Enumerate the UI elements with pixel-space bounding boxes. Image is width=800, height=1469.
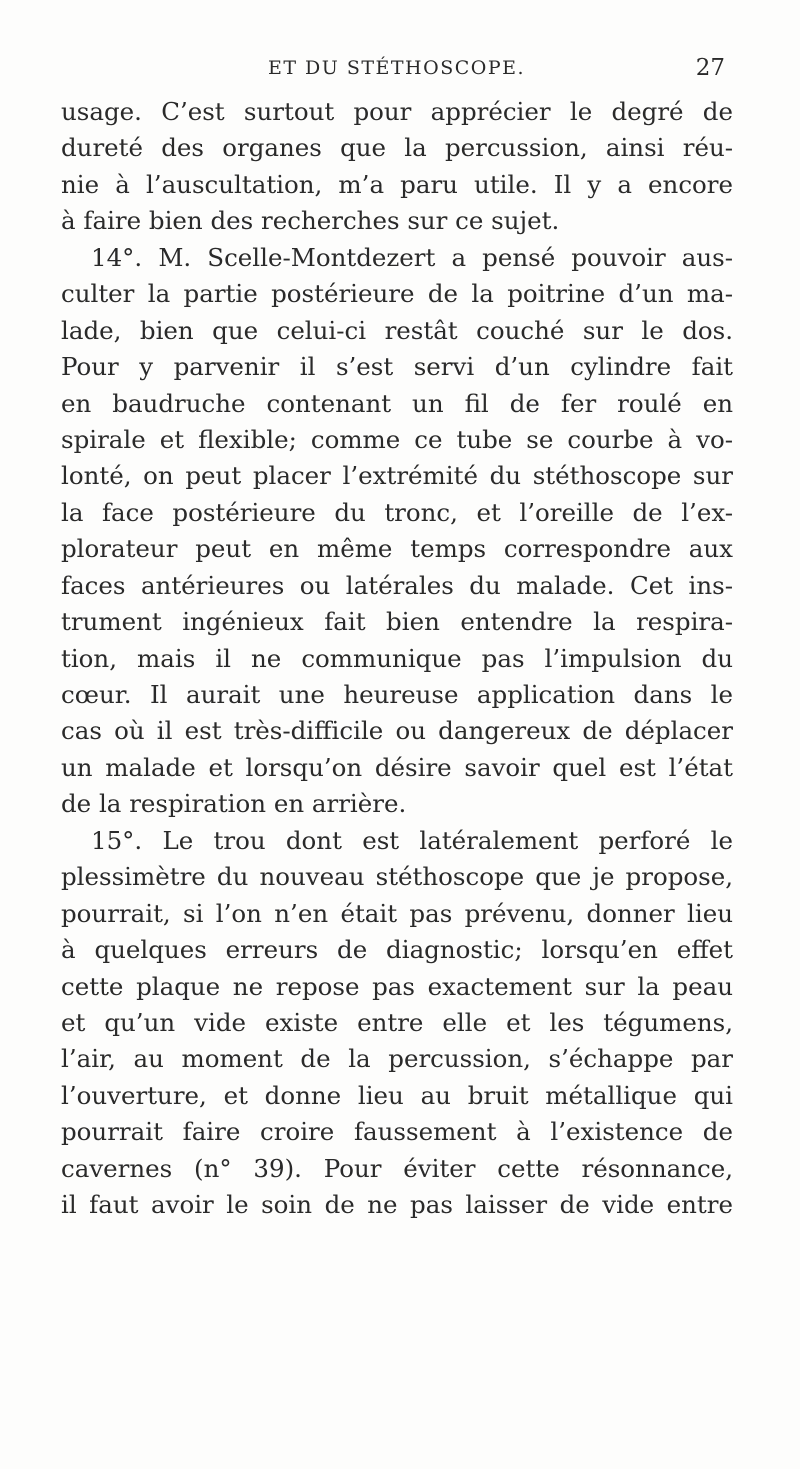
text-line: dureté des organes que la percussion, ainsi réu- [61,133,733,163]
text-line: pourrait faire croire faussement à l’existence de [61,1117,733,1147]
text-line: spirale et flexible; comme ce tube se courbe à vo- [61,424,733,454]
text-line: cœur. Il aurait une heureuse application dans le [61,680,733,709]
running-head [64,53,729,83]
text-line: l’air, au moment de la percussion, s’échappe par [61,1044,733,1074]
text-line: en baudruche contenant un fil de fer roulé en [61,388,733,418]
body-text [61,94,733,1224]
text-line: de la respiration en arrière. [61,789,407,819]
text-line: la face postérieure du tronc, et l’oreille de l’ex- [61,497,733,527]
text-line: tion, mais il ne communique pas l’impulsion du [61,643,733,673]
text-line: pourrait, si l’on n’en était pas prévenu, donner lieu [61,898,733,928]
text-line: faces antérieures ou latérales du malade. Cet ins- [61,570,733,600]
running-title: ET DU STÉTHOSCOPE. [267,57,526,79]
text-line: à faire bien des recherches sur ce sujet. [61,206,560,236]
page-number: 27 [695,55,725,81]
text-line: 14°. M. Scelle-Montdezert a pensé pouvoir aus- [91,242,733,272]
text-line: cette plaque ne repose pas exactement sur la peau [61,971,733,1001]
text-line: plorateur peut en même temps correspondre aux [61,534,733,564]
text-line: nie à l’auscultation, m’a paru utile. Il y a encore [61,169,733,199]
text-line: lonté, on peut placer l’extrémité du stéthoscope sur [61,461,733,491]
text-line: l’ouverture, et donne lieu au bruit métallique qui [61,1080,733,1110]
text-line: à quelques erreurs de diagnostic; lorsqu’en effet [61,935,733,965]
text-line: lade, bien que celui-ci restât couché sur le dos. [61,315,733,345]
text-line: il faut avoir le soin de ne pas laisser de vide entre [61,1190,733,1220]
text-line: plessimètre du nouveau stéthoscope que je propose, [61,862,733,892]
text-line: un malade et lorsqu’on désire savoir quel est l’état [61,752,733,782]
text-line: 15°. Le trou dont est latéralement perforé le [91,825,733,855]
text-line: culter la partie postérieure de la poitrine d’un ma- [61,279,733,309]
text-line: Pour y parvenir il s’est servi d’un cylindre fait [61,352,733,382]
text-line: cavernes (n° 39). Pour éviter cette résonnance, [61,1153,733,1183]
text-line: cas où il est très-difficile ou dangereux de déplacer [61,716,733,746]
text-line: usage. C’est surtout pour apprécier le degré de [61,97,733,126]
text-line: et qu’un vide existe entre elle et les tégumens, [61,1007,733,1037]
text-line: trument ingénieux fait bien entendre la respira- [61,607,733,637]
